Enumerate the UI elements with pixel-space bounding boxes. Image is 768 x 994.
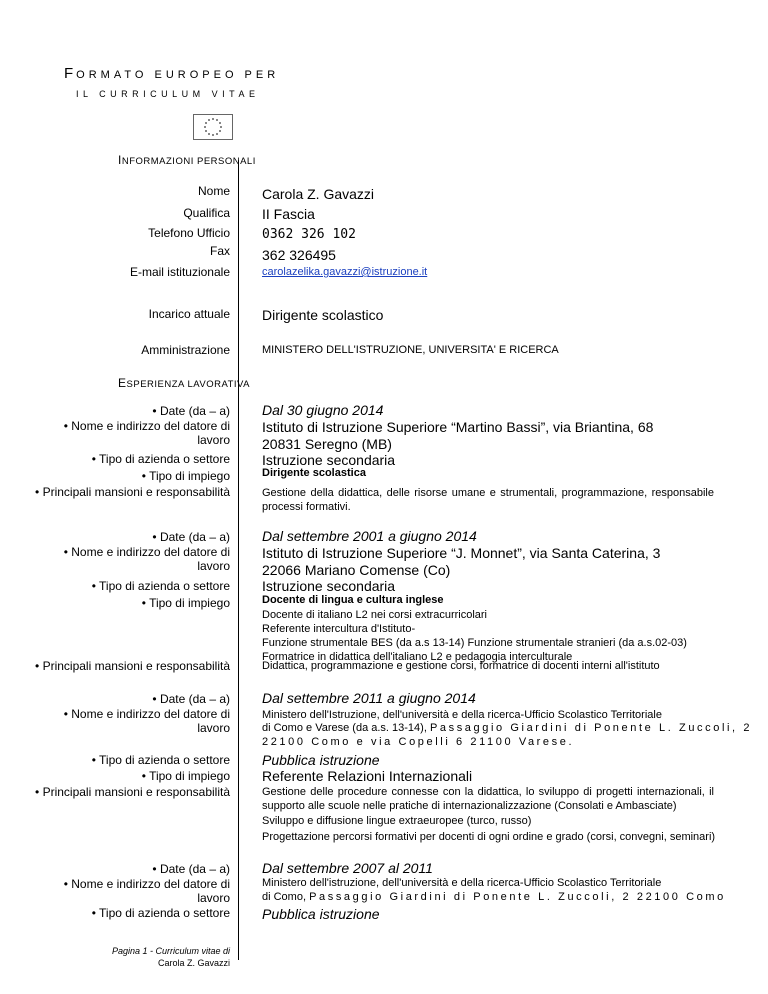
label-date: • Date (da – a) — [152, 862, 230, 876]
label-duties: • Principali mansioni e responsabilità — [35, 785, 230, 799]
job-company-type: Pubblica istruzione — [262, 752, 380, 768]
job-date: Dal settembre 2007 al 2011 — [262, 860, 433, 876]
value-fax: 362 326495 — [262, 247, 336, 263]
label-office-phone: Telefono Ufficio — [148, 226, 230, 240]
page-footer: Pagina 1 - Curriculum vitae di Carola Z. Gavazzi — [111, 946, 230, 968]
value-qualification: II Fascia — [262, 206, 315, 222]
label-employer-cont: lavoro — [197, 433, 230, 447]
value-administration: MINISTERO DELL'ISTRUZIONE, UNIVERSITA' E RICERCA — [262, 344, 559, 356]
cv-title-line1: FORMATO EUROPEO PER — [64, 65, 280, 82]
job-duties: Gestione delle procedure connesse con la didattica, lo sviluppo di progetti internazionali, il supporto alle scuole nelle pratiche di internazionalizzazione (Consolati e Ambasciate) — [262, 786, 714, 812]
job-employer: Istituto di Istruzione Superiore “Martino Bassi”, via Briantina, 68 — [262, 419, 654, 435]
label-company-type: • Tipo di azienda o settore — [91, 753, 230, 767]
email-link[interactable]: carolazelika.gavazzi@istruzione.it — [262, 266, 428, 278]
label-date: • Date (da – a) — [152, 404, 230, 418]
job-employer: Ministero dell'Istruzione, dell'università e della ricerca-Ufficio Scolastico Territoriale — [262, 709, 662, 721]
label-administration: Amministrazione — [141, 343, 230, 357]
job-date: Dal 30 giugno 2014 — [262, 402, 384, 418]
section-work-experience: ESPERIENZA LAVORATIVA — [118, 376, 251, 390]
value-name: Carola Z. Gavazzi — [262, 186, 375, 202]
job-employer-address: di Como e Varese (da a.s. 13-14), Passaggio Giardini di Ponente L. Zuccoli, 2 — [262, 722, 753, 734]
label-email: E-mail istituzionale — [129, 265, 230, 279]
job-employer: Istituto di Istruzione Superiore “J. Monnet”, via Santa Caterina, 3 — [262, 545, 661, 561]
value-current-role: Dirigente scolastico — [262, 307, 384, 323]
label-duties: • Principali mansioni e responsabilità — [35, 659, 230, 673]
label-employer: • Nome e indirizzo del datore di — [63, 877, 230, 891]
job-type: Docente di lingua e cultura inglese — [262, 594, 444, 606]
job-company-type: Istruzione secondaria — [262, 452, 396, 468]
value-office-phone: 0362 326 102 — [262, 227, 356, 242]
label-company-type: • Tipo di azienda o settore — [91, 452, 230, 466]
job-type: Referente Relazioni Internazionali — [262, 768, 473, 784]
job-type-details: Docente di italiano L2 nei corsi extracurricolari Referente intercultura d'Istituto- Funzione strumentale BES (da a.s 13-14) Funzione strumentale stranieri (da a.s.02-03) Formatrice in didattica dell'italiano L2 e pedagogia interculturale — [262, 609, 687, 663]
section-personal-info: INFORMAZIONI PERSONALI — [118, 153, 256, 167]
label-current-role: Incarico attuale — [148, 307, 230, 321]
label-fax: Fax — [209, 244, 230, 258]
label-qualification: Qualifica — [183, 206, 230, 220]
job-duties: Gestione della didattica, delle risorse umane e strumentali, programmazione, responsabile processi formativi. — [262, 487, 714, 513]
label-employer-cont: lavoro — [197, 891, 230, 905]
label-name: Nome — [197, 184, 230, 198]
label-employer: • Nome e indirizzo del datore di — [63, 707, 230, 721]
job-employer: Ministero dell'istruzione, dell'università e della ricerca-Ufficio Scolastico Territoriale — [262, 877, 662, 889]
job-type: Dirigente scolastica — [262, 467, 366, 479]
job-company-type: Istruzione secondaria — [262, 578, 396, 594]
job-employer-address: 20831 Seregno (MB) — [262, 436, 392, 452]
label-employer-cont: lavoro — [197, 721, 230, 735]
job-employer-address: di Como, Passaggio Giardini di Ponente L. Zuccoli, 2 22100 Como — [262, 891, 726, 903]
label-employer-cont: lavoro — [197, 559, 230, 573]
job-employer-address: 22066 Mariano Comense (Co) — [262, 562, 451, 578]
label-employer: • Nome e indirizzo del datore di — [63, 419, 230, 433]
job-duties: Didattica, programmazione e gestione corsi, formatrice di docenti interni all'istituto — [262, 660, 660, 672]
label-duties: • Principali mansioni e responsabilità — [35, 485, 230, 499]
job-employer-address-cont: 22100 Como e via Copelli 6 21100 Varese. — [262, 736, 575, 748]
label-job-type: • Tipo di impiego — [141, 769, 230, 783]
job-duties-extra: Sviluppo e diffusione lingue extraeuropee (turco, russo) Progettazione percorsi formativi per docenti di ogni ordine e grado (corsi, convegni, seminari) — [262, 815, 716, 843]
label-job-type: • Tipo di impiego — [141, 469, 230, 483]
job-company-type: Pubblica istruzione — [262, 906, 380, 922]
cv-title-line2: IL CURRICULUM VITAE — [76, 89, 260, 99]
label-date: • Date (da – a) — [152, 530, 230, 544]
label-job-type: • Tipo di impiego — [141, 596, 230, 610]
label-date: • Date (da – a) — [152, 692, 230, 706]
label-company-type: • Tipo di azienda o settore — [91, 906, 230, 920]
label-employer: • Nome e indirizzo del datore di — [63, 545, 230, 559]
job-date: Dal settembre 2001 a giugno 2014 — [262, 528, 477, 544]
label-company-type: • Tipo di azienda o settore — [91, 579, 230, 593]
job-date: Dal settembre 2011 a giugno 2014 — [262, 690, 476, 706]
eu-flag-logo — [193, 114, 233, 140]
column-divider — [238, 160, 239, 960]
